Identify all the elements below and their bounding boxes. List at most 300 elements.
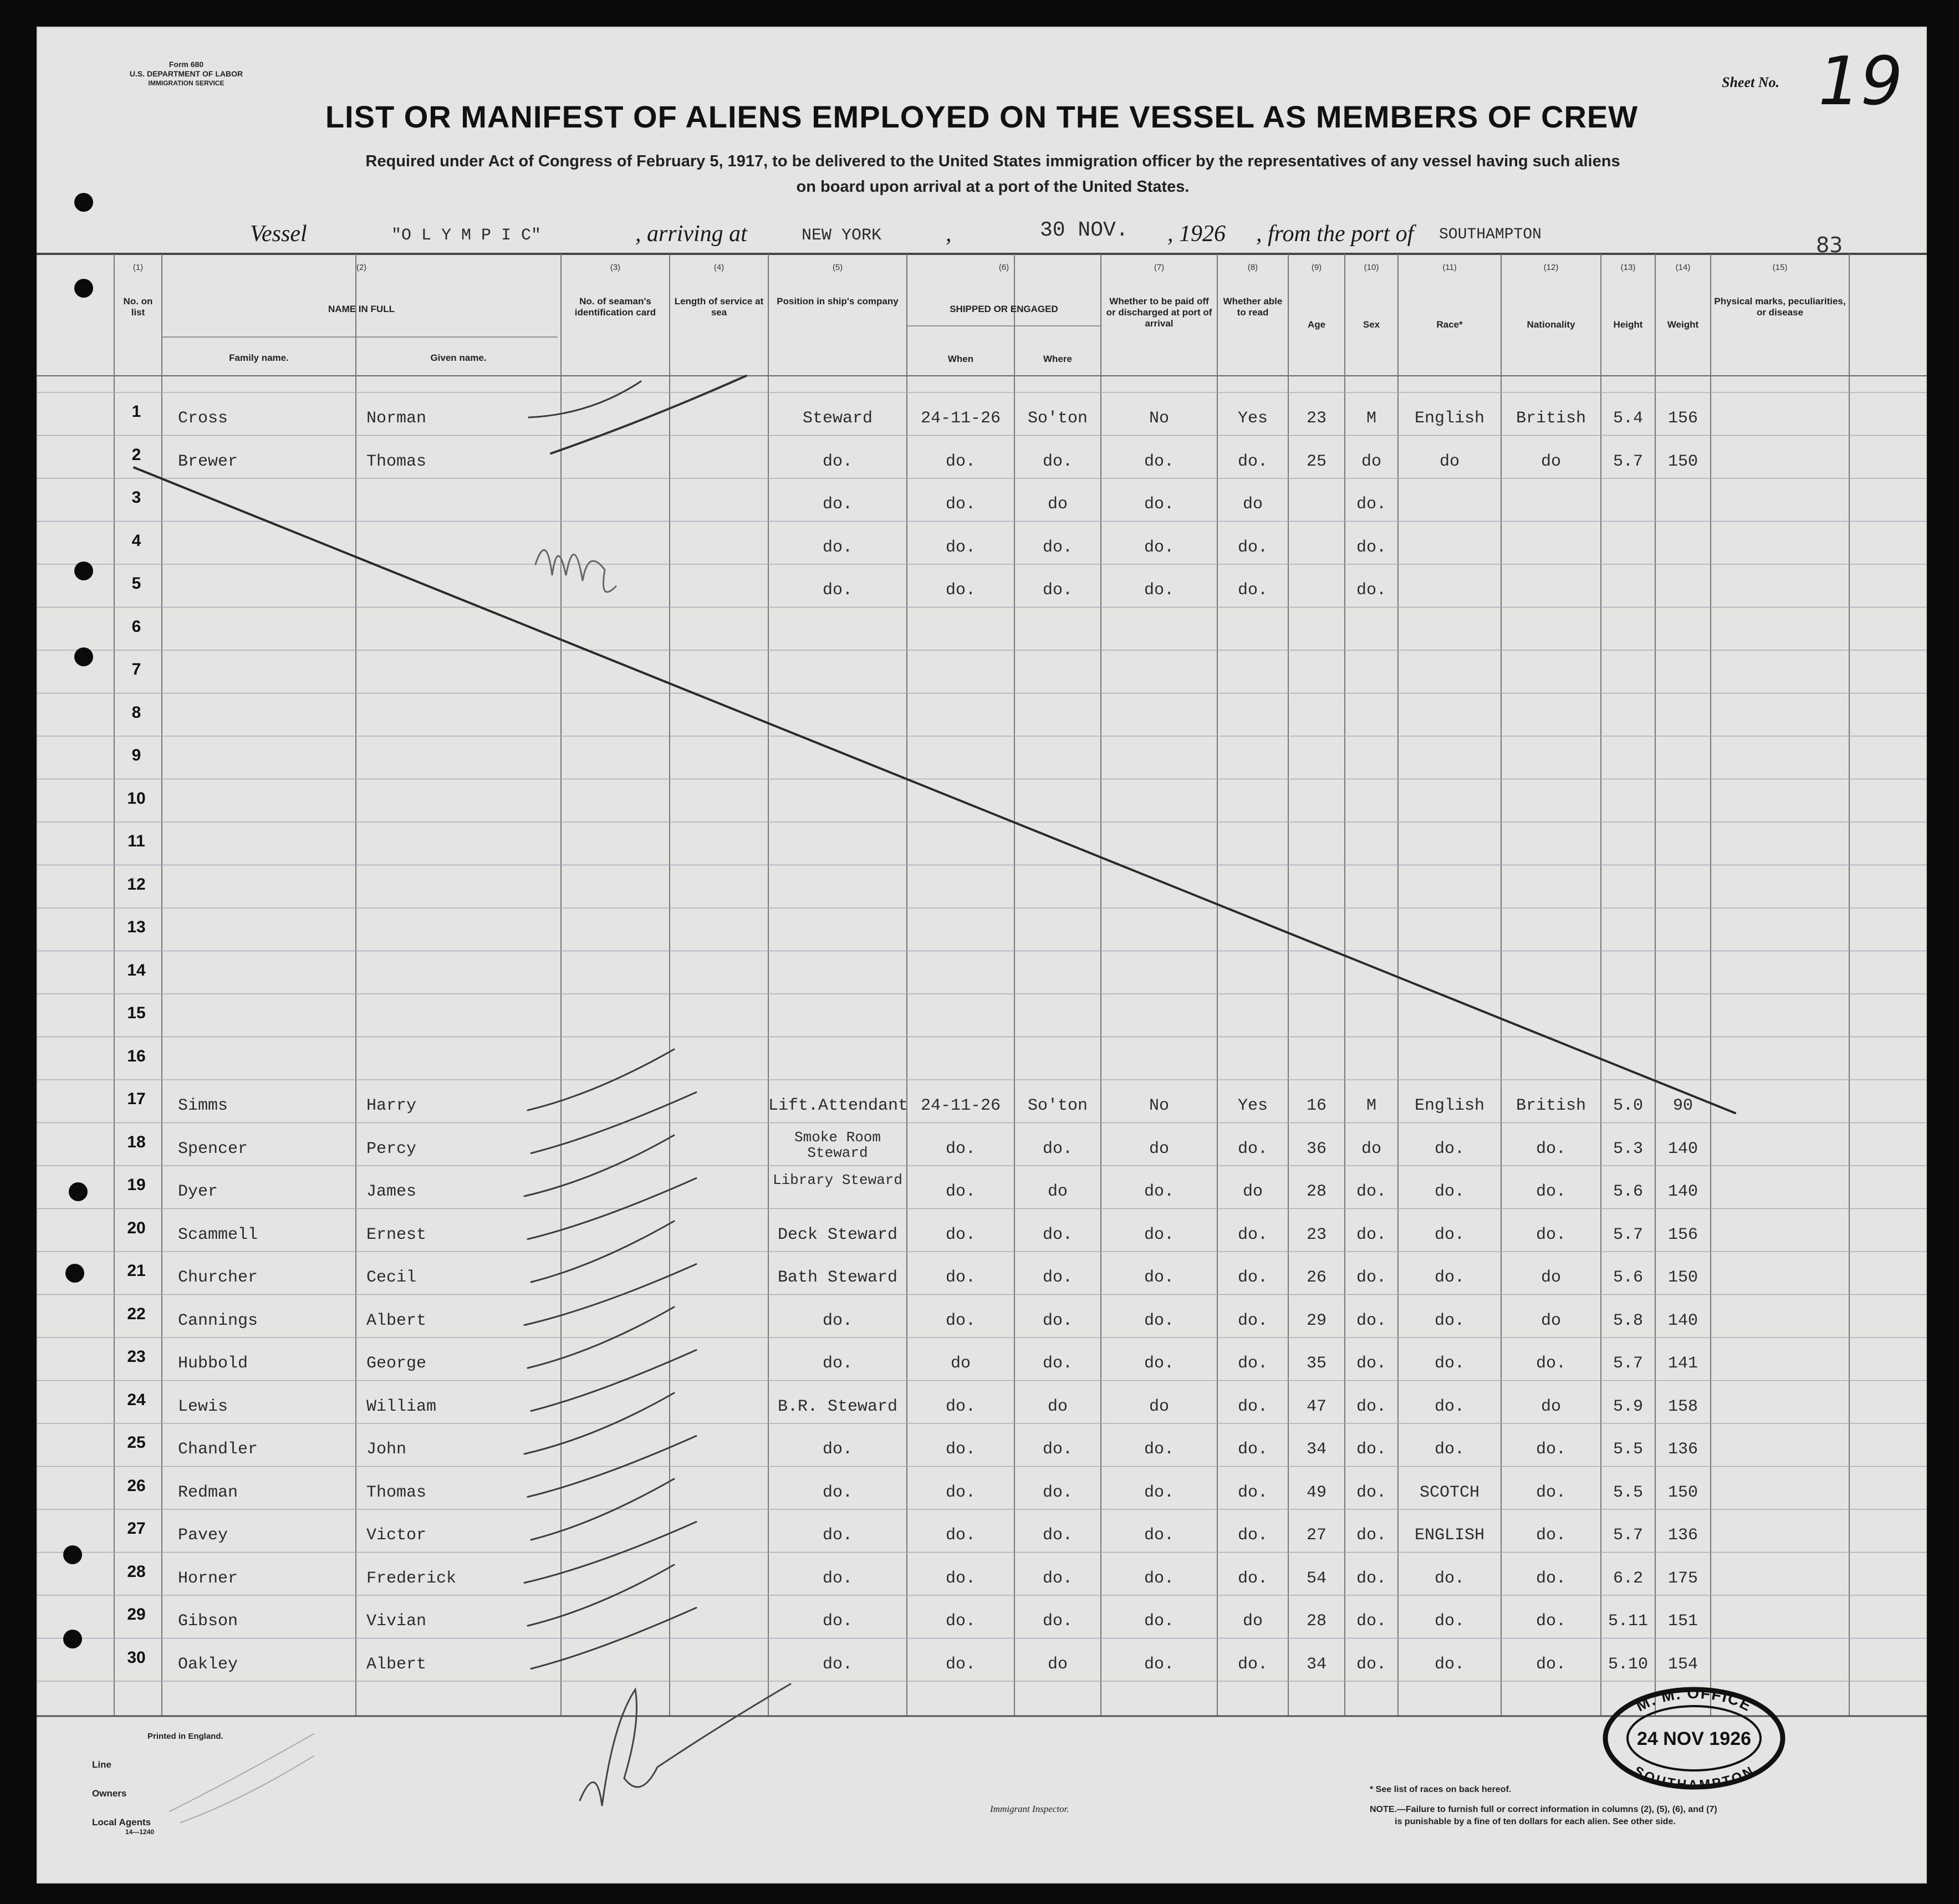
office-stamp [1600,1684,1788,1795]
cell-where: So'ton [1027,409,1088,428]
row-number: 3 [131,488,141,507]
row-number: 26 [127,1476,146,1495]
cell-where: do. [1042,581,1073,600]
row-number: 10 [127,789,146,808]
pen-marks [37,27,1927,1883]
cell-position: do. [822,1440,853,1459]
cell-age: 25 [1306,452,1327,471]
row-number: 21 [127,1262,146,1280]
col-9-number: (9) [1311,263,1322,272]
col-13-number: (13) [1620,263,1636,272]
cell-race: do. [1434,1655,1465,1674]
cell-sex: do. [1356,1655,1386,1674]
cell-where: do. [1042,1354,1073,1373]
cell-read: do. [1237,1139,1268,1158]
cell-given: James [366,1182,417,1201]
col-2-label: NAME IN FULL [328,304,395,314]
cell-paid: do. [1144,1526,1174,1545]
cell-position: do. [822,581,853,600]
col-6-number: (6) [998,263,1009,272]
cell-read: do. [1237,452,1268,471]
cancel-strike-line [134,468,1735,1114]
stamp-bottom-text: SOUTHAMPTON [1631,1763,1757,1793]
cell-sex: do. [1356,1397,1386,1416]
col-14-number: (14) [1675,263,1691,272]
cell-age: 36 [1306,1139,1327,1158]
note-line-2: is punishable by a fine of ten dollars for each alien. See other side. [1395,1817,1676,1826]
cell-read: do [1242,1182,1263,1201]
arriving-value: NEW YORK [802,226,882,245]
cell-sex: do. [1356,1440,1386,1459]
cell-read: do [1242,495,1263,514]
cell-weight: 141 [1667,1354,1698,1373]
cell-nationality: do. [1535,1225,1566,1244]
cell-family: Hubbold [178,1354,248,1373]
col-5-number: (5) [832,263,843,272]
cell-given: Albert [366,1655,427,1674]
cell-age: 16 [1306,1096,1327,1115]
cell-height: 5.7 [1613,1526,1643,1545]
cell-age: 26 [1306,1268,1327,1287]
col-6-when-label: When [947,354,974,364]
cell-position: do. [822,452,853,471]
row-number: 19 [127,1176,146,1194]
cell-family: Lewis [178,1397,228,1416]
cell-race: do. [1434,1268,1465,1287]
cell-family: Churcher [178,1268,258,1287]
cell-weight: 140 [1667,1311,1698,1330]
cell-where: do. [1042,1311,1073,1330]
page-reference: 83 [1816,233,1843,257]
cell-when: 24-11-26 [920,1096,1001,1115]
col-1-label: No. on list [123,296,153,318]
cell-weight: 140 [1667,1139,1698,1158]
cell-paid: do. [1144,1569,1174,1588]
cell-height: 5.5 [1613,1440,1643,1459]
cell-position: Bath Steward [777,1268,898,1287]
cell-weight: 90 [1672,1096,1693,1115]
from-value: SOUTHAMPTON [1439,226,1542,243]
col-6-label: SHIPPED OR ENGAGED [950,304,1058,314]
cell-read: do. [1237,1483,1268,1502]
cell-weight: 150 [1667,452,1698,471]
cell-paid: do. [1144,1268,1174,1287]
pencil-tick [529,381,641,417]
cell-paid: do. [1144,495,1174,514]
cell-paid: do. [1144,452,1174,471]
cell-when: do. [945,1397,976,1416]
col-2-number: (2) [356,263,367,272]
col-4-label: Length of service at sea [674,296,764,318]
cell-weight: 154 [1667,1655,1698,1674]
cell-nationality: do [1540,1268,1561,1287]
cell-position: Lift.Attendant [768,1096,909,1115]
cell-where: do. [1042,1268,1073,1287]
cell-height: 5.10 [1608,1655,1648,1674]
cell-nationality: do. [1535,1655,1566,1674]
col-7-label: Whether to be paid off or discharged at port of arrival [1106,296,1212,329]
cell-nationality: do [1540,452,1561,471]
cell-paid: do. [1144,538,1174,557]
cell-height: 5.4 [1613,409,1643,428]
col-7-number: (7) [1154,263,1165,272]
pencil-tick [531,1608,696,1669]
cell-position: Steward [802,409,873,428]
cell-race: do. [1434,1612,1465,1631]
cell-when: do. [945,1612,976,1631]
cell-height: 5.7 [1613,1354,1643,1373]
cell-given: Harry [366,1096,417,1115]
service: IMMIGRATION SERVICE [148,79,225,87]
cell-when: 24-11-26 [920,409,1001,428]
cell-family: Cross [178,409,228,428]
cell-position: do. [822,1526,853,1545]
cell-given: Albert [366,1311,427,1330]
note-line-1: NOTE.—Failure to furnish full or correct information in columns (2), (5), (6), and (7) [1370,1805,1717,1814]
cell-age: 49 [1306,1483,1327,1502]
cell-where: do. [1042,538,1073,557]
pencil-tick [528,1178,696,1239]
cell-where: do [1047,1182,1068,1201]
col-4-number: (4) [713,263,725,272]
cell-race: do. [1434,1311,1465,1330]
cell-position: Smoke Room Steward [794,1129,881,1161]
cell-height: 5.0 [1613,1096,1643,1115]
cell-position: Library Steward [772,1172,903,1188]
cell-where: do. [1042,1483,1073,1502]
cell-nationality: British [1516,1096,1586,1115]
col-9-label: Age [1307,319,1326,330]
cell-height: 5.7 [1613,1225,1643,1244]
cell-paid: do. [1144,1612,1174,1631]
manifest-sheet: Form 680 U.S. DEPARTMENT OF LABOR IMMIGRATION SERVICE Sheet No. 19 LIST OR MANIFEST OF ALIENS EMPLOYED ON THE VESSEL AS MEMBERS OF CREW Required under Act of Congress of February 5, 1917, to be delivered to the United States immigration officer by the representatives of any vessel having such aliens on board upon arrival at a port of the United States. Vessel "O L Y M P I C" , arriving at NEW YORK , 30 NOV. , 1926 , from the port of SOUTHAMPTON 83 (1) No. on list (2) NAME IN FULL (3) No. of seaman's identification card (4) Length of service at sea (5) Position in ship's company (6) SHIPPED OR ENGAGED (7) Whether to be paid off or discharged at port of arrival (8) Whether able to read (9) Age (10) Sex (11) Race* (12) Nationality (13) Height (14) Weight (15) Physical marks, peculiarities, or disease Family name. Given name. When Where 1 Cross Norman Steward 24-11-26 So'ton No Yes 23 M English British 5.4 156 2 Brewer Thomas do. do. do. do. do. 25 do do do 5.7 150 3 do. do. do do. do do. 4 do. do. do. do. do. do. 5 do. do. do. do. do. do. 6 7 8 9 10 11 12 13 14 15 16 17 Simms Harry Lift.Attendant 24-11-26 So'ton No Yes 16 M English British 5.0 90 18 Spencer Percy Smoke Room Steward do. do. do do. 36 do do. do. 5.3 140 19 Dyer James Library Steward do. do do. do 28 do. do. do. 5.6 140 20 Scammell Ernest Deck Steward do. do. do. do. 23 do. do. do. 5.7 156 21 Churcher Cecil Bath Steward do. do. do. do. 26 do. do. do 5.6 150 22 Cannings Albert do. do. do. do. do. 29 do. do. do 5.8 140 23 Hubbold George do. do do. do. do. 35 do. do. do. 5.7 141 24 Lewis William B.R. Steward do. do do do. 47 do. do. do 5.9 158 25 Chandler John do. do. do. do. do. 34 do. do. do. 5.5 136 26 Redman Thomas do. do. do. do. do. 49 do. SCOTCH do. 5.5 150 27 Pavey Victor do. do. do. do. do. 27 do. ENGLISH do. 5.7 136 28 Horner Frederick do. do. do. do. do. 54 do. do. do. 6.2 175 29 Gibson Vivian do. do. do. do. do 28 do. do. do. 5.11 151 30 Oakley Albert do. do. do do. do. 34 do. do. do. 5.10 154 M. M. OFFICE SOUTHAMPTON 24 NOV 1926 Printed in England. Line Owners Local Agents 14—1240 Immigrant Inspector. * See list of races on back hereof. NOTE.—Failure to furnish full or correct information in columns (2), (5), (6), and (7) is punishable by a fine of ten dollars for each alien. See other side. [37,27,1927,1883]
cell-height: 5.9 [1613,1397,1643,1416]
row-number: 4 [131,531,141,550]
col-15-label: Physical marks, peculiarities, or disease [1714,296,1846,318]
col-5-label: Position in ship's company [777,296,899,307]
cell-family: Horner [178,1569,238,1588]
cell-when: do. [945,1225,976,1244]
cell-where: do. [1042,1569,1073,1588]
cell-nationality: do. [1535,1612,1566,1631]
row-number: 15 [127,1004,146,1022]
cell-position: do. [822,1655,853,1674]
cell-given: Vivian [366,1612,427,1631]
cell-age: 29 [1306,1311,1327,1330]
cell-paid: do. [1144,1483,1174,1502]
col-1-number: (1) [132,263,144,272]
stamp-date: 24 NOV 1926 [1636,1728,1752,1749]
cell-paid: do [1149,1139,1169,1158]
cell-weight: 136 [1667,1440,1698,1459]
row-number: 29 [127,1605,146,1624]
cell-read: Yes [1237,409,1268,428]
cell-paid: do. [1144,1311,1174,1330]
cell-given: William [366,1397,437,1416]
sheet-number-value: 19 [1818,43,1903,120]
punch-hole [74,193,93,212]
cell-when: do [950,1354,971,1373]
cell-read: do. [1237,1569,1268,1588]
cell-family: Cannings [178,1311,258,1330]
col-11-label: Race* [1436,319,1463,330]
pencil-tick [528,1436,696,1497]
cell-family: Redman [178,1483,238,1502]
cell-paid: do. [1144,1354,1174,1373]
cell-given: Ernest [366,1225,427,1244]
cell-family: Pavey [178,1526,228,1545]
cell-race: do. [1434,1182,1465,1201]
cell-read: do. [1237,1268,1268,1287]
cell-weight: 158 [1667,1397,1698,1416]
pencil-scribble [170,1734,314,1823]
cell-position: Deck Steward [777,1225,898,1244]
cell-race: SCOTCH [1419,1483,1480,1502]
punch-hole [69,1182,88,1201]
cell-when: do. [945,581,976,600]
cell-when: do. [945,1268,976,1287]
cell-height: 5.7 [1613,452,1643,471]
cell-age: 34 [1306,1655,1327,1674]
cell-read: do. [1237,581,1268,600]
cell-when: do. [945,1655,976,1674]
cell-paid: do. [1144,1225,1174,1244]
cell-given: Victor [366,1526,427,1545]
cell-where: do. [1042,1225,1073,1244]
cell-sex: do. [1356,1311,1386,1330]
cell-family: Simms [178,1096,228,1115]
cell-sex: do. [1356,1612,1386,1631]
cell-race: do. [1434,1569,1465,1588]
punch-hole [74,279,93,298]
cell-nationality: do. [1535,1139,1566,1158]
subtitle-line-1: Required under Act of Congress of February 5, 1917, to be delivered to the United States immigration officer by the representatives of any vessel having such aliens [365,152,1620,170]
arriving-label: , arriving at [635,221,747,247]
col-3-label: No. of seaman's identification card [574,296,656,318]
cell-nationality: do [1540,1311,1561,1330]
cell-nationality: do. [1535,1526,1566,1545]
cell-position: do. [822,1311,853,1330]
cell-paid: No [1149,409,1169,428]
cell-height: 5.3 [1613,1139,1643,1158]
cell-position: do. [822,495,853,514]
cell-position: do. [822,1569,853,1588]
cell-age: 23 [1306,409,1327,428]
local-agents-label: Local Agents [92,1817,151,1828]
cell-weight: 140 [1667,1182,1698,1201]
cell-weight: 156 [1667,1225,1698,1244]
cell-sex: M [1366,409,1376,428]
punch-hole [65,1264,84,1283]
cell-read: do. [1237,1440,1268,1459]
cell-weight: 136 [1667,1526,1698,1545]
cell-when: do. [945,538,976,557]
cell-where: do [1047,1655,1068,1674]
cell-race: do. [1434,1440,1465,1459]
cell-given: Cecil [366,1268,417,1287]
cell-given: Frederick [366,1569,457,1588]
cell-read: do. [1237,1526,1268,1545]
pencil-tick [524,1264,696,1325]
cell-family: Chandler [178,1440,258,1459]
pencil-tick [551,376,746,453]
row-number: 9 [131,746,141,764]
cell-where: do. [1042,1526,1073,1545]
stamp-top-text: M. M. OFFICE [1633,1684,1755,1715]
form-number: Form 680 [169,60,204,69]
row-number: 12 [127,875,146,894]
col-6-where-label: Where [1043,354,1072,364]
cell-read: do. [1237,1225,1268,1244]
cell-sex: do. [1356,1225,1386,1244]
date-value: 30 NOV. [1040,218,1129,242]
row-number: 6 [131,617,141,636]
col-8-number: (8) [1247,263,1258,272]
cell-read: do. [1237,538,1268,557]
col-10-label: Sex [1363,319,1380,330]
cell-paid: do. [1144,1655,1174,1674]
cell-read: do. [1237,1354,1268,1373]
cell-sex: do. [1356,1268,1386,1287]
cell-weight: 156 [1667,409,1698,428]
row-number: 28 [127,1562,146,1581]
cell-paid: do. [1144,1440,1174,1459]
cell-when: do. [945,1569,976,1588]
row-number: 8 [131,703,141,722]
cell-when: do. [945,1526,976,1545]
cell-age: 35 [1306,1354,1327,1373]
cell-when: do. [945,1139,976,1158]
subtitle-line-2: on board upon arrival at a port of the United States. [796,178,1190,196]
cell-family: Scammell [178,1225,258,1244]
pencil-tick [528,1307,674,1368]
col-12-number: (12) [1543,263,1559,272]
cell-sex: do. [1356,538,1386,557]
cell-where: do [1047,1397,1068,1416]
printed-in: Printed in England. [147,1732,223,1741]
cell-race: ENGLISH [1414,1526,1485,1545]
cell-age: 27 [1306,1526,1327,1545]
col-15-number: (15) [1772,263,1788,272]
cell-sex: M [1366,1096,1376,1115]
row-number: 14 [127,961,146,979]
cell-where: do [1047,495,1068,514]
cell-paid: do [1149,1397,1169,1416]
cell-read: do. [1237,1311,1268,1330]
cell-where: do. [1042,1612,1073,1631]
row-number: 20 [127,1218,146,1237]
row-number: 23 [127,1347,146,1366]
row-number: 2 [131,445,141,464]
cell-age: 28 [1306,1612,1327,1631]
cell-given: Percy [366,1139,417,1158]
cell-read: do. [1237,1655,1268,1674]
cell-sex: do. [1356,1483,1386,1502]
pencil-scribble [535,550,616,592]
cell-given: Thomas [366,452,427,471]
col-2-given-label: Given name. [430,353,487,363]
cell-when: do. [945,452,976,471]
cell-sex: do [1361,1139,1381,1158]
cell-position: do. [822,1483,853,1502]
cell-paid: do. [1144,581,1174,600]
cell-height: 5.8 [1613,1311,1643,1330]
col-12-label: Nationality [1527,319,1575,330]
cell-sex: do. [1356,1354,1386,1373]
cell-height: 5.6 [1613,1182,1643,1201]
cell-when: do. [945,1483,976,1502]
cell-race: English [1414,409,1485,428]
pencil-tick [531,1093,696,1153]
cell-when: do. [945,1311,976,1330]
cell-age: 23 [1306,1225,1327,1244]
svg-text:M. M. OFFICE [1633,1684,1754,1715]
cell-sex: do. [1356,1182,1386,1201]
vessel-value: "O L Y M P I C" [391,226,542,245]
cell-nationality: British [1516,409,1586,428]
cell-height: 5.6 [1613,1268,1643,1287]
cell-family: Spencer [178,1139,248,1158]
cell-nationality: do [1540,1397,1561,1416]
row-number: 17 [127,1090,146,1108]
cell-family: Dyer [178,1182,218,1201]
cell-where: do. [1042,1139,1073,1158]
inspector-label: Immigrant Inspector. [990,1804,1069,1814]
col-13-label: Height [1613,319,1643,330]
year-value: , 1926 [1167,221,1226,247]
cell-position: B.R. Steward [777,1397,898,1416]
punch-hole [63,1630,82,1648]
cell-given: Norman [366,409,427,428]
cell-sex: do [1361,452,1381,471]
cell-nationality: do. [1535,1354,1566,1373]
cell-family: Oakley [178,1655,238,1674]
col-2-family-label: Family name. [229,353,289,363]
cell-height: 5.5 [1613,1483,1643,1502]
punch-hole [63,1545,82,1564]
pencil-tick [528,1049,674,1110]
pencil-tick [524,1522,696,1583]
cell-given: George [366,1354,427,1373]
cell-race: do. [1434,1225,1465,1244]
cell-paid: do. [1144,1182,1174,1201]
pencil-tick [531,1221,674,1282]
cell-position: do. [822,1612,853,1631]
vessel-label: Vessel [250,221,307,247]
row-number: 5 [131,574,141,593]
cell-nationality: do. [1535,1483,1566,1502]
cell-nationality: do. [1535,1569,1566,1588]
pencil-tick [528,1565,674,1626]
cell-paid: No [1149,1096,1169,1115]
cell-sex: do. [1356,495,1386,514]
cell-age: 54 [1306,1569,1327,1588]
from-label: , from the port of [1256,221,1414,247]
owners-label: Owners [92,1788,127,1799]
col-14-label: Weight [1667,319,1699,330]
col-10-number: (10) [1364,263,1379,272]
department: U.S. DEPARTMENT OF LABOR [129,69,243,78]
cell-age: 47 [1306,1397,1327,1416]
col-8-label: Whether able to read [1223,296,1283,318]
cell-age: 34 [1306,1440,1327,1459]
cell-race: English [1414,1096,1485,1115]
cell-race: do. [1434,1139,1465,1158]
row-number: 1 [131,402,141,421]
col-11-number: (11) [1442,263,1457,272]
cell-position: do. [822,538,853,557]
cell-given: Thomas [366,1483,427,1502]
